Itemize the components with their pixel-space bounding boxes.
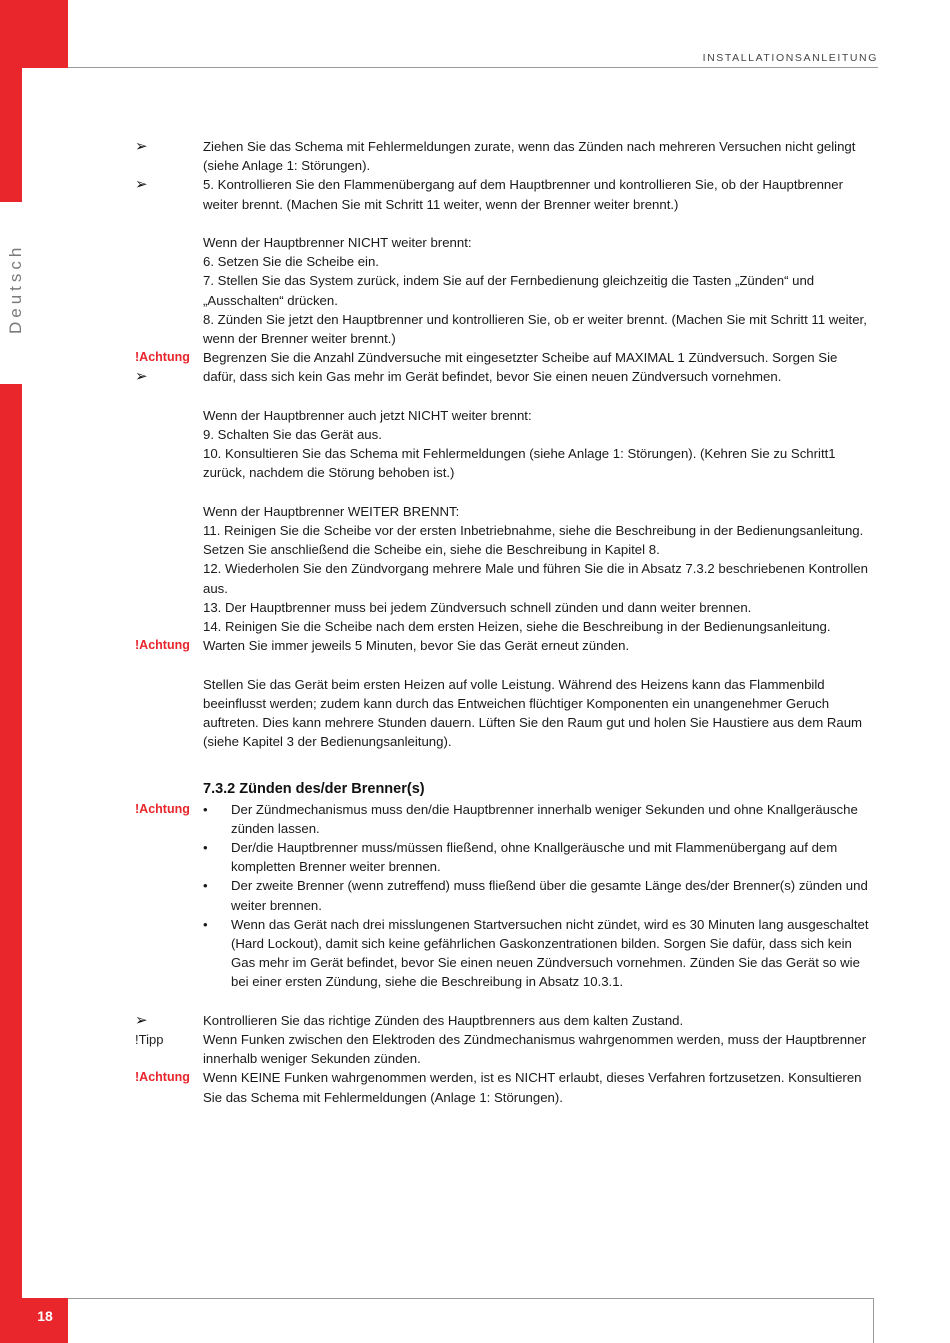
tipp-label: !Tipp <box>135 1032 164 1048</box>
paragraph: 14. Reinigen Sie die Scheibe nach dem ersten Heizen, siehe die Beschreibung in der Bedienungsanleitung. <box>203 619 831 635</box>
step-group <box>0 233 950 348</box>
paragraph: Stellen Sie das Gerät beim ersten Heizen auf volle Leistung. Während des Heizens kann das Flammenbild beeinflusst werden; zudem kann durch das Entweichen flüchtiger Komponenten ein unangenehmer Geruch auftreten. Dies kann mehrere Stunden dauern. Lüften Sie den Raum gut und holen Sie Haustiere aus dem Raum (siehe Kapitel 3 der Bedienungsanleitung). <box>203 676 863 750</box>
header-title: INSTALLATIONSANLEITUNG <box>702 52 878 64</box>
step-row <box>0 137 950 175</box>
warning-row <box>0 348 950 386</box>
bullet-list <box>203 800 873 992</box>
bullet-icon: • <box>203 878 208 894</box>
bullet-icon: • <box>203 801 208 817</box>
paragraph: 13. Der Hauptbrenner muss bei jedem Zündversuch schnell zünden und dann weiter brennen. <box>203 599 752 615</box>
bullet-icon: • <box>203 840 208 856</box>
main-content <box>0 137 950 1107</box>
bullet-icon: • <box>203 916 208 932</box>
paragraph: Kontrollieren Sie das richtige Zünden des Hauptbrenners aus dem kalten Zustand. <box>203 1012 684 1028</box>
header-rule <box>68 67 878 68</box>
step-group <box>0 406 950 483</box>
list-item: • Wenn das Gerät nach drei misslungenen Startversuchen nicht zündet, wird es 30 Minuten lang ausgeschaltet (Hard Lockout), damit sich keine gefährlichen Gaskonzentrationen bilden. Sorgen Sie dafür, dass sich kein Gas mehr im Gerät befindet, bevor Sie einen neuen Zündversuch vornehmen. Zünden Sie das Gerät so wie bei einer ersten Zündung, siehe die Beschreibung in Absatz 10.3.1. <box>203 916 869 990</box>
header-red-block <box>22 0 68 68</box>
step-group <box>0 502 950 636</box>
page-number: 18 <box>37 1308 53 1324</box>
warning-row <box>0 636 950 655</box>
achtung-label: !Achtung <box>135 801 190 816</box>
paragraph: Wenn Funken zwischen den Elektroden des Zündmechanismus wahrgenommen werden, muss der Hauptbrenner innerhalb weniger Sekunden zünden. <box>203 1032 867 1067</box>
paragraph: Wenn der Hauptbrenner NICHT weiter brennt: <box>203 235 472 250</box>
paragraph: 6. Setzen Sie die Scheibe ein. <box>203 254 379 270</box>
section-title: 7.3.2 Zünden des/der Brenner(s) <box>203 781 425 798</box>
list-item: • Der Zündmechanismus muss den/die Hauptbrenner innerhalb weniger Sekunden und ohne Knallgeräusche zünden lassen. <box>203 801 858 836</box>
paragraph: Warten Sie immer jeweils 5 Minuten, bevor Sie das Gerät erneut zünden. <box>203 638 630 654</box>
list-item: • Der/die Hauptbrenner muss/müssen fließend, ohne Knallgeräusche und mit Flammenübergang auf dem kompletten Brenner weiter brennen. <box>203 840 838 875</box>
paragraph: 12. Wiederholen Sie den Zündvorgang mehrere Male und führen Sie die in Absatz 7.3.2 beschriebenen Kontrollen aus. <box>203 561 868 596</box>
warning-row <box>0 1068 950 1106</box>
achtung-label: !Achtung <box>135 350 190 365</box>
arrow-icon: ➢ <box>135 1011 148 1029</box>
paragraph: Wenn der Hauptbrenner WEITER BRENNT: <box>203 503 460 519</box>
achtung-label: !Achtung <box>135 1070 190 1085</box>
language-label: Deutsch <box>6 243 25 334</box>
info-row <box>0 675 950 752</box>
achtung-label: !Achtung <box>135 638 190 653</box>
arrow-icon: ➢ <box>135 138 148 155</box>
paragraph: 10. Konsultieren Sie das Schema mit Fehlermeldungen (siehe Anlage 1: Störungen). (Kehren Sie zu Schritt1 zurück, nachdem die Störung behoben ist.) <box>203 446 836 481</box>
footer-rule-vertical <box>873 1298 874 1343</box>
paragraph: Begrenzen Sie die Anzahl Zündversuche mit eingesetzter Scheibe auf MAXIMAL 1 Zündversuch. Sorgen Sie dafür, dass sich kein Gas mehr im Gerät befindet, bevor Sie einen neuen Zündversuch vornehmen. <box>203 350 838 385</box>
paragraph: Wenn der Hauptbrenner auch jetzt NICHT weiter brennt: <box>203 407 532 423</box>
arrow-icon: ➢ <box>135 176 148 194</box>
paragraph: Ziehen Sie das Schema mit Fehlermeldungen zurate, wenn das Zünden nach mehreren Versuchen nicht gelingt (siehe Anlage 1: Störungen). <box>203 139 856 174</box>
paragraph: 5. Kontrollieren Sie den Flammenübergang auf dem Hauptbrenner und kontrollieren Sie, ob der Hauptbrenner weiter brennt. (Machen Sie mit Schritt 11 weiter, wenn der Brenner weiter brennt.) <box>203 177 843 212</box>
warning-row <box>0 800 950 992</box>
tip-row <box>0 1030 950 1068</box>
arrow-icon: ➢ <box>135 368 148 386</box>
footer-rule <box>68 1298 874 1299</box>
paragraph: 8. Zünden Sie jetzt den Hauptbrenner und kontrollieren Sie, ob er weiter brennt. (Machen Sie mit Schritt 11 weiter, wenn der Brenner weiter brennt.) <box>203 311 867 347</box>
paragraph: Wenn KEINE Funken wahrgenommen werden, ist es NICHT erlaubt, dieses Verfahren fortzusetzen. Konsultieren Sie das Schema mit Fehlermeldungen (Anlage 1: Störungen). <box>203 1070 862 1105</box>
step-row <box>0 175 950 213</box>
paragraph: 11. Reinigen Sie die Scheibe vor der ersten Inbetriebnahme, siehe die Beschreibung in der Bedienungsanleitung. Setzen Sie anschließend die Scheibe ein, siehe die Beschreibung in Kapitel 8. <box>203 523 864 558</box>
list-item: • Der zweite Brenner (wenn zutreffend) muss fließend über die gesamte Länge des/der Brenner(s) zünden und weiter brennen. <box>203 878 868 913</box>
paragraph: 9. Schalten Sie das Gerät aus. <box>203 427 382 443</box>
paragraph: 7. Stellen Sie das System zurück, indem Sie auf der Fernbedienung gleichzeitig die Tasten „Zünden“ und „Ausschalten“ drücken. <box>203 273 815 308</box>
step-row <box>0 1011 950 1030</box>
